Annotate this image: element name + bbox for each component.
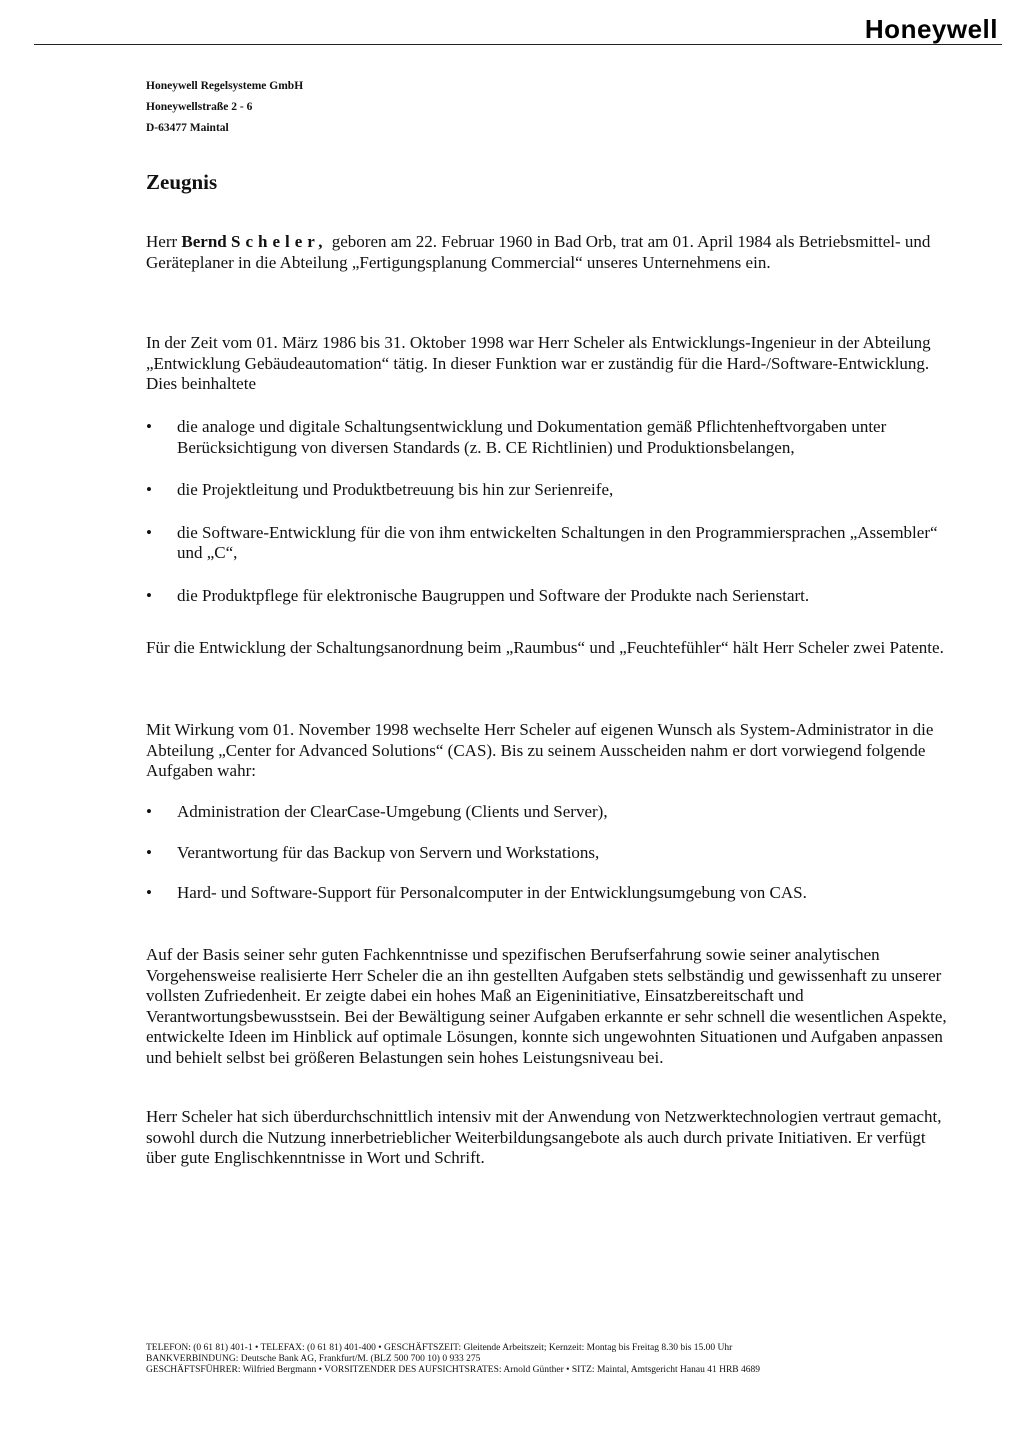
network-paragraph (146, 1107, 956, 1169)
list-item (146, 523, 956, 564)
header-divider (34, 44, 1002, 45)
intro-prefix: Herr (146, 232, 178, 251)
bullet-icon (146, 417, 166, 438)
sender-street: Honeywellstraße 2 - 6 (146, 101, 253, 113)
list-item-text: die Produktpflege für elektronische Baugruppen und Software der Produkte nach Serienstart. (177, 585, 810, 605)
list-item-text: Hard- und Software-Support für Personalcomputer in der Entwicklungsumgebung von CAS. (177, 883, 807, 902)
sender-address (146, 76, 303, 139)
section1-paragraph (146, 333, 956, 395)
assessment-text: Auf der Basis seiner sehr guten Fachkenntnisse und spezifischen Berufserfahrung sowie seiner analytischen Vorgehensweise realisierte Herr Scheler die an ihn gestellten Aufgaben stets selbständig und gewissenhaft zu unserer vollsten Zufriedenheit. Er zeigte dabei ein hohes Maß an Eigeninitiative, Einsatzbereitschaft und Verantwortungsbewusstsein. Bei der Bewältigung seiner Aufgaben erkannte er sehr schnell die wesentlichen Aspekte, entwickelte Ideen im Hinblick auf optimale Lösungen, konnte sich ungewohnten Situationen und Aufgaben anpassen und behielt selbst bei größeren Belastungen sein hohes Leistungsniveau bei. (146, 945, 947, 1067)
footer-management: GESCHÄFTSFÜHRER: Wilfried Bergmann • VORSITZENDER DES AUFSICHTSRATES: Arnold Günther • SITZ: Maintal, Amtsgericht Hanau 41 HRB 4689 (146, 1365, 761, 1375)
document-title: Zeugnis (146, 170, 218, 194)
sender-city: D-63477 Maintal (146, 122, 229, 134)
bullet-icon (146, 802, 166, 823)
employee-last-name: Scheler, (231, 232, 328, 251)
section2-bullet-list (146, 802, 956, 904)
section2-text: Mit Wirkung vom 01. November 1998 wechselte Herr Scheler auf eigenen Wunsch als System-Administrator in die Abteilung „Center for Advanced Solutions“ (CAS). Bis zu seinem Ausscheiden nahm er dort vorwiegend folgende Aufgaben wahr: (146, 720, 934, 780)
section1-bullet-list (146, 417, 956, 606)
footer-contact: TELEFON: (0 61 81) 401-1 • TELEFAX: (0 61 81) 401-400 • GESCHÄFTSZEIT: Gleitende Arbeitszeit; Kernzeit: Montag bis Freitag 8.30 bis 15.00 Uhr (146, 1343, 733, 1353)
intro-text: geboren am 22. Februar 1960 in Bad Orb, trat am 01. April 1984 als Betriebsmittel- und Geräteplaner in die Abteilung „Fertigungsplanung Commercial“ unseres Unternehmens ein. (146, 232, 931, 272)
sender-company: Honeywell Regelsysteme GmbH (146, 80, 304, 92)
list-item (146, 843, 956, 864)
bullet-icon (146, 883, 166, 904)
list-item (146, 802, 956, 823)
list-item-text: Administration der ClearCase-Umgebung (Clients und Server), (177, 802, 608, 821)
list-item-text: die Software-Entwicklung für die von ihm entwickelten Schaltungen in den Programmiersprachen „Assembler“ und „C“, (177, 522, 938, 562)
employee-first-name: Bernd (181, 232, 227, 251)
bullet-icon (146, 480, 166, 501)
section1-text: In der Zeit vom 01. März 1986 bis 31. Oktober 1998 war Herr Scheler als Entwicklungs-Ingenieur in der Abteilung „Entwicklung Gebäudeautomation“ tätig. In dieser Funktion war er zuständig für die Hard-/Software-Entwicklung. Dies beinhaltete (146, 333, 931, 393)
list-item-text: die analoge und digitale Schaltungsentwicklung und Dokumentation gemäß Pflichtenheftvorgaben unter Berücksichtigung von diversen Standards (z. B. CE Richtlinien) und Produktionsbelangen, (177, 417, 887, 457)
company-logo: Honeywell (864, 14, 998, 44)
bullet-icon (146, 586, 166, 607)
bullet-icon (146, 843, 166, 864)
section2-paragraph (146, 720, 956, 782)
list-item (146, 480, 956, 501)
patents-text: Für die Entwicklung der Schaltungsanordnung beim „Raumbus“ und „Feuchtefühler“ hält Herr Scheler zwei Patente. (146, 638, 944, 657)
network-text: Herr Scheler hat sich überdurchschnittlich intensiv mit der Anwendung von Netzwerktechnologien vertraut gemacht, sowohl durch die Nutzung innerbetrieblicher Weiterbildungsangebote als auch durch private Initiativen. Er verfügt über gute Englischkenntnisse in Wort und Schrift. (146, 1107, 942, 1167)
list-item-text: die Projektleitung und Produktbetreuung bis hin zur Serienreife, (177, 480, 614, 499)
list-item-text: Verantwortung für das Backup von Servern und Workstations, (177, 842, 600, 862)
patents-paragraph (146, 638, 956, 659)
list-item (146, 586, 956, 607)
intro-paragraph (146, 232, 956, 273)
bullet-icon (146, 523, 166, 544)
list-item (146, 417, 956, 458)
footer-bank: BANKVERBINDUNG: Deutsche Bank AG, Frankfurt/M. (BLZ 500 700 10) 0 933 275 (146, 1354, 481, 1364)
list-item (146, 883, 956, 904)
assessment-paragraph (146, 945, 956, 1068)
footer (146, 1343, 760, 1376)
